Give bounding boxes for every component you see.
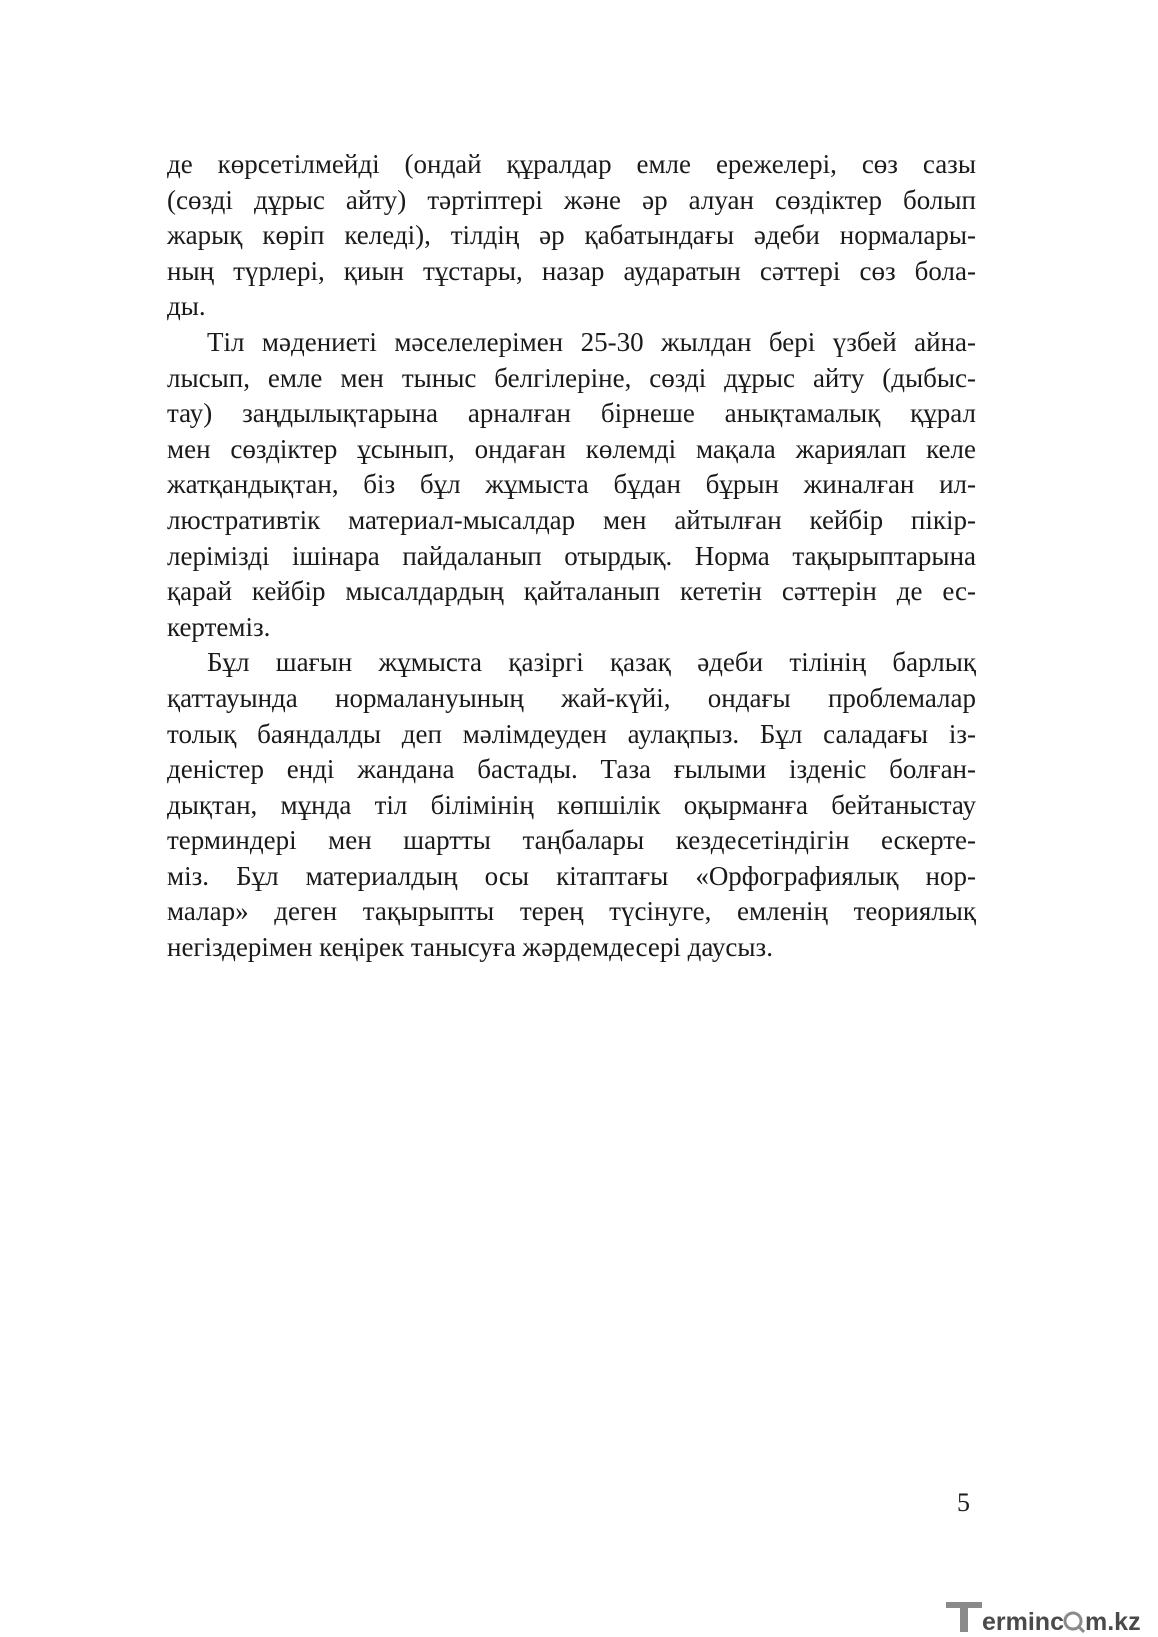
text-line: тау) заңдылықтарына арналған бірнеше анықтамалық құрал <box>167 398 976 429</box>
paragraph-2 <box>167 325 976 645</box>
paragraph-1 <box>167 147 976 325</box>
text-line: терминдері мен шартты таңбалары кездесетіндігін ескерте- <box>167 825 976 856</box>
text-line: малар» деген тақырыпты терең түсінуге, емленің теориялық <box>167 896 976 927</box>
text-line: ның түрлері, қиын тұстары, назар аударатын сәттері сөз бола- <box>167 255 976 286</box>
watermark-text <box>946 1592 1158 1637</box>
magnifier-icon <box>1065 1613 1081 1629</box>
text-line: міз. Бұл материалдың осы кітаптағы «Орфографиялық нор- <box>167 860 976 891</box>
page-body <box>167 147 976 966</box>
watermark-label: erminc <box>982 1608 1064 1636</box>
text-line: негіздерімен кеңірек танысуға жәрдемдесері даусыз. <box>167 932 773 963</box>
text-line: ды. <box>167 291 206 322</box>
watermark-logo <box>946 1592 1158 1637</box>
text-line: кертеміз. <box>167 611 271 642</box>
text-line: Бұл шағын жұмыста қазіргі қазақ әдеби тілінің барлық <box>207 647 976 678</box>
text-line: мен сөздіктер ұсынып, ондаған көлемді мақала жариялап келе <box>167 433 976 464</box>
text-line: люстративтік материал-мысалдар мен айтылған кейбір пікір- <box>167 504 976 535</box>
text-line: жатқандықтан, біз бұл жұмыста бұдан бұрын жиналған ил- <box>167 469 976 500</box>
text-line: Тіл мәдениеті мәселелерімен 25-30 жылдан бері үзбей айна- <box>207 326 976 357</box>
text-line: жарық көріп келеді), тілдің әр қабатындағы әдеби нормалары- <box>167 220 976 251</box>
text-line: лысып, емле мен тыныс белгілеріне, сөзді дұрыс айту (дыбыс- <box>167 362 976 393</box>
text-line: де көрсетілмейді (ондай құралдар емле ережелері, сөз сазы <box>167 149 976 179</box>
text-line: толық баяндалды деп мәлімдеуден аулақпыз. Бұл саладағы із- <box>167 718 976 749</box>
text-line: қаттауында нормалануының жай-күйі, ондағы проблемалар <box>167 682 976 713</box>
text-line: қарай кейбір мысалдардың қайталанып кететін сәттерін де ес- <box>167 576 976 607</box>
text-line: деністер енді жандана бастады. Таза ғылыми ізденіс болған- <box>167 754 976 785</box>
text-line: (сөзді дұрыс айту) тәртіптері және әр алуан сөздіктер болып <box>167 184 976 215</box>
page-number: 5 <box>957 1488 970 1517</box>
svg-text:m.kz: m.kz <box>1085 1608 1141 1636</box>
paragraph-3 <box>167 645 976 965</box>
text-line: лерімізді ішінара пайдаланып отырдық. Норма тақырыптарына <box>167 540 976 571</box>
text-line: дықтан, мұнда тіл білімінің көпшілік оқырманға бейтаныстау <box>167 789 976 820</box>
